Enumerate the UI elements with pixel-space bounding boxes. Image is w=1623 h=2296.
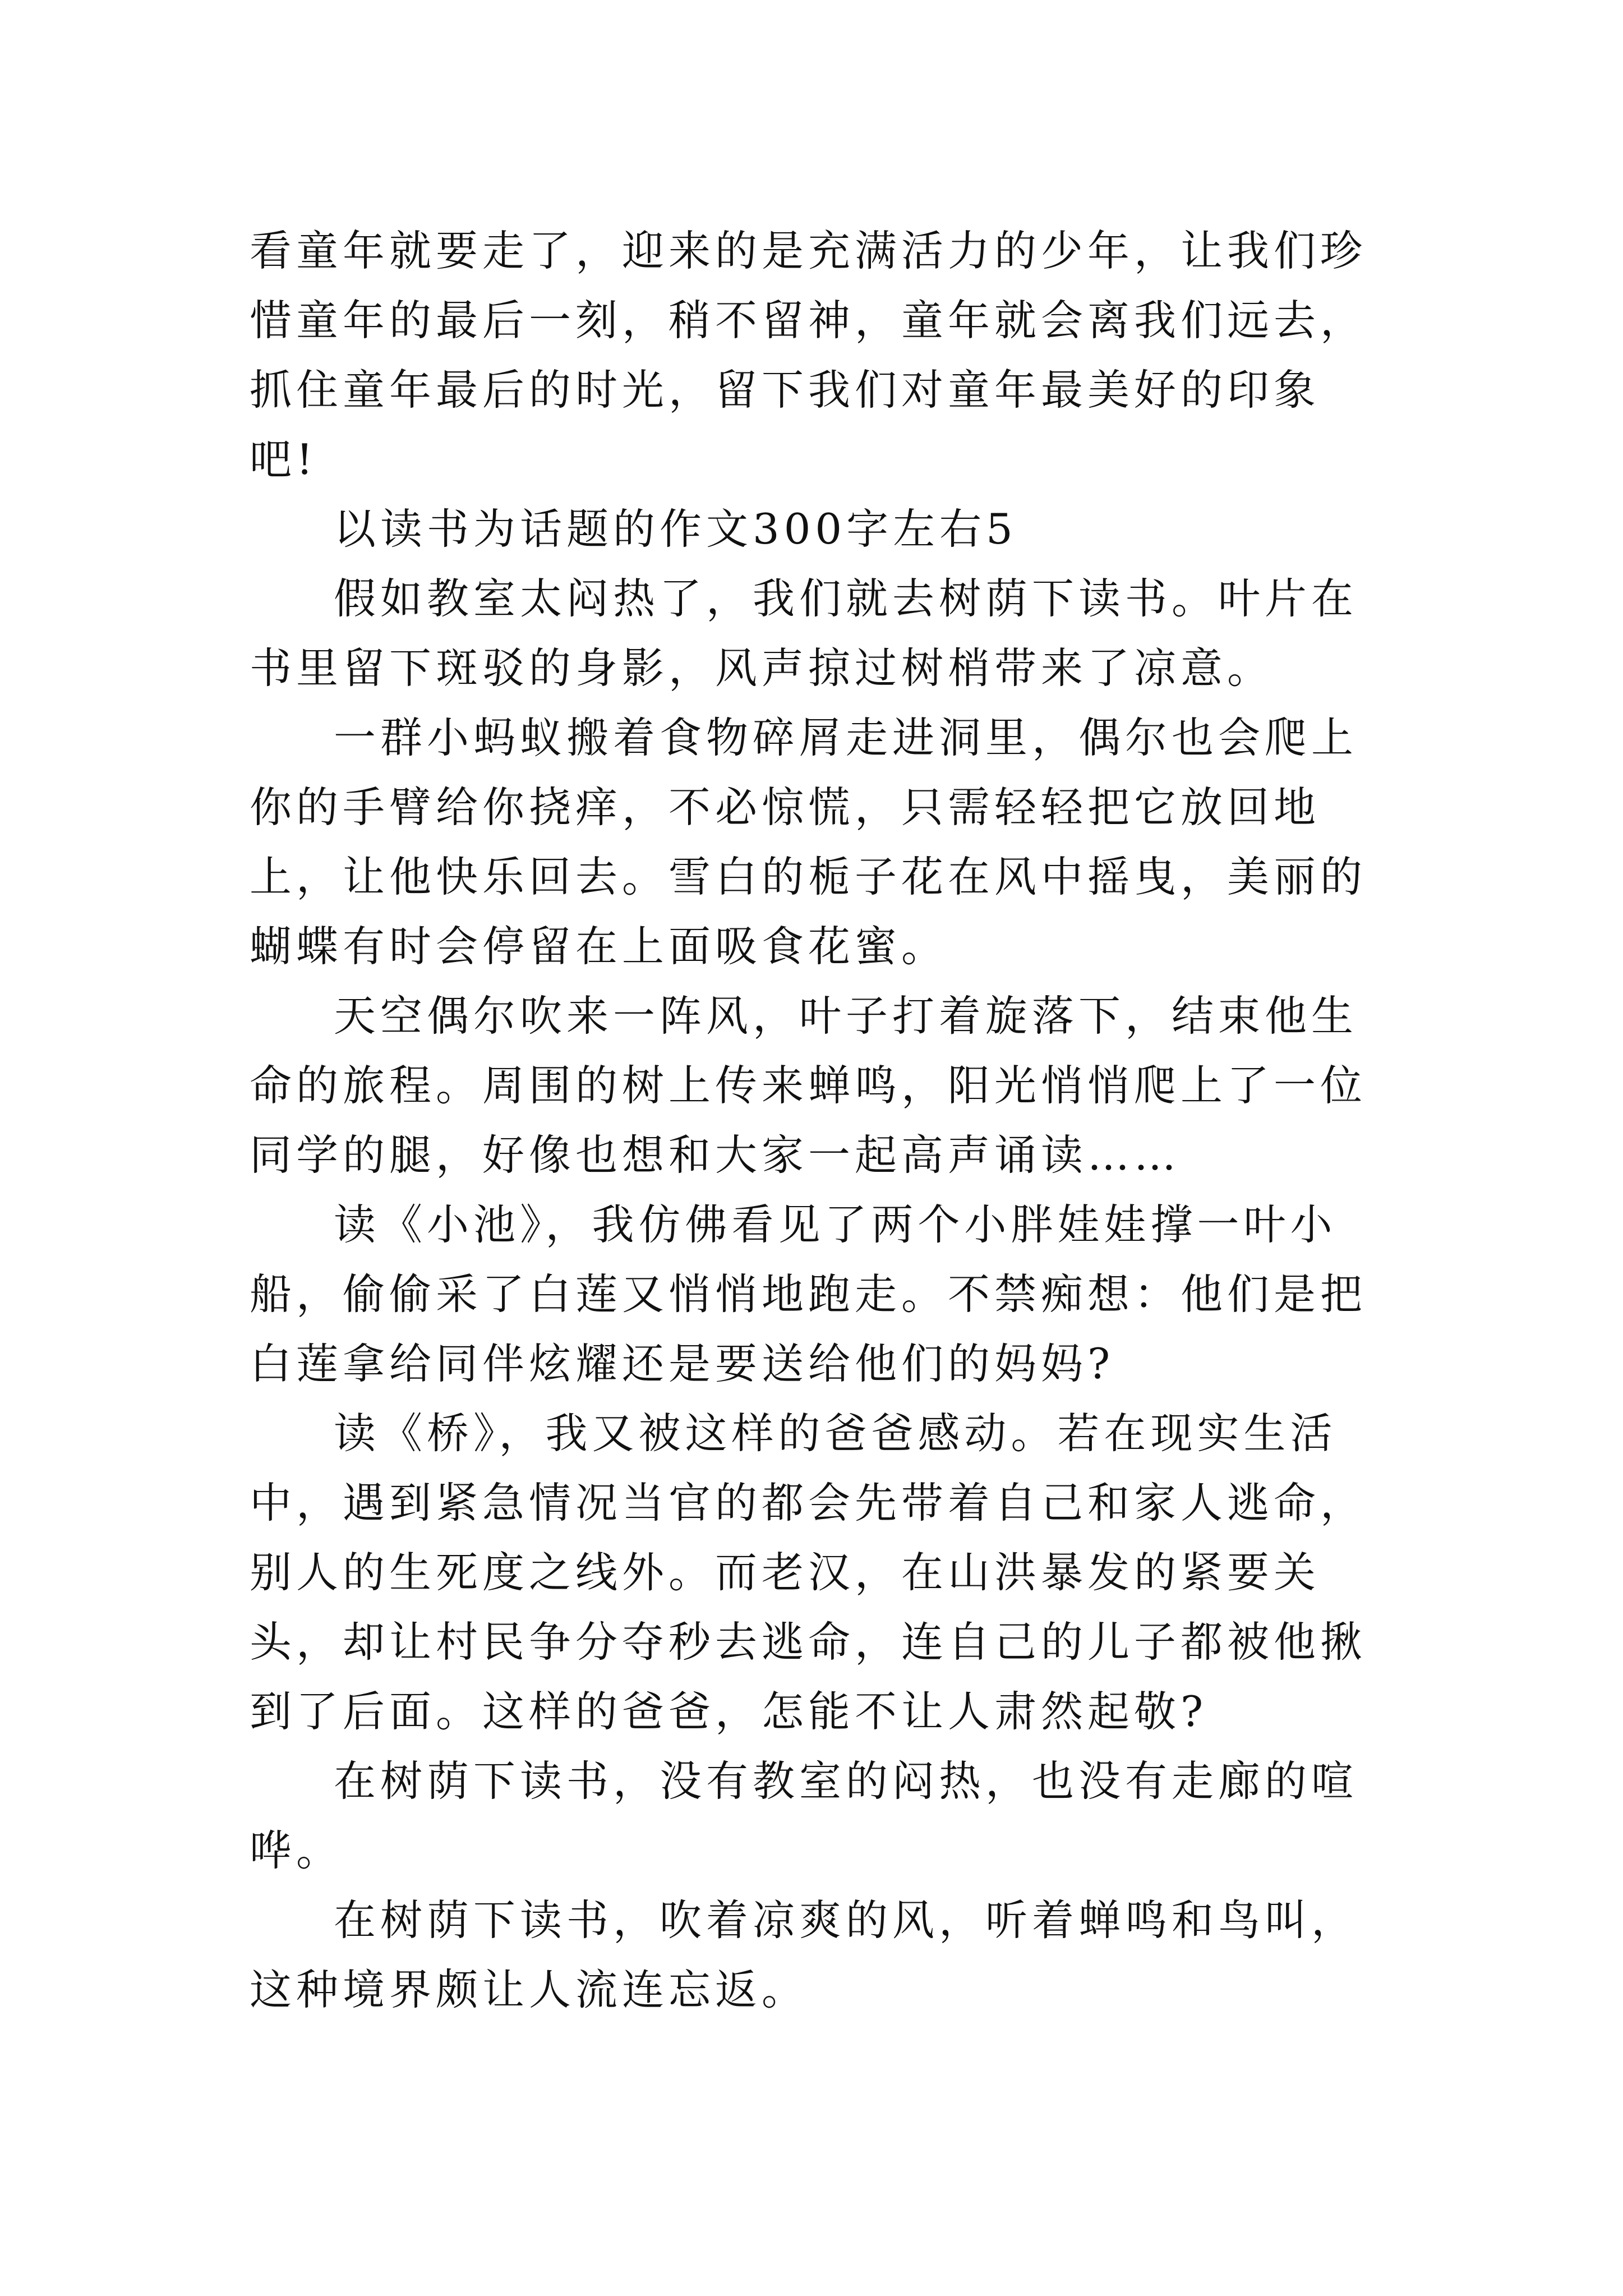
paragraph: 天空偶尔吹来一阵风，叶子打着旋落下，结束他生命的旅程。周围的树上传来蝉鸣，阳光悄悄爬上了一位同学的腿，好像也想和大家一起高声诵读…… — [250, 991, 1367, 1180]
paragraph: 在树荫下读书，没有教室的闷热，也没有走廊的喧哗。 — [250, 1756, 1358, 1875]
paragraph: 一群小蚂蚁搬着食物碎屑走进洞里，偶尔也会爬上你的手臂给你挠痒，不必惊慌，只需轻轻把它放回地上，让他快乐回去。雪白的栀子花在风中摇曳，美丽的蝴蝶有时会停留在上面吸食花蜜。 — [250, 713, 1367, 971]
paragraph-continuation: 看童年就要走了，迎来的是充满活力的少年，让我们珍惜童年的最后一刻，稍不留神，童年就会离我们远去，抓住童年最后的时光，留下我们对童年最美好的印象吧! — [250, 226, 1367, 484]
document-body — [250, 216, 1382, 2024]
essay-heading: 以读书为话题的作文300字左右5 — [334, 504, 1017, 554]
paragraph: 在树荫下读书，吹着凉爽的风，听着蝉鸣和鸟叫，这种境界颇让人流连忘返。 — [250, 1895, 1358, 2014]
paragraph: 假如教室太闷热了，我们就去树荫下读书。叶片在书里留下斑驳的身影，风声掠过树梢带来了凉意。 — [250, 574, 1358, 693]
paragraph: 读《小池》，我仿佛看见了两个小胖娃娃撑一叶小船，偷偷采了白莲又悄悄地跑走。不禁痴想：他们是把白莲拿给同伴炫耀还是要送给他们的妈妈? — [250, 1200, 1367, 1388]
paragraph: 读《桥》，我又被这样的爸爸感动。若在现实生活中，遇到紧急情况当官的都会先带着自己和家人逃命，别人的生死度之线外。而老汉，在山洪暴发的紧要关头，却让村民争分夺秒去逃命，连自己的儿子都被他揪到了后面。这样的爸爸，怎能不让人肃然起敬? — [250, 1409, 1367, 1736]
